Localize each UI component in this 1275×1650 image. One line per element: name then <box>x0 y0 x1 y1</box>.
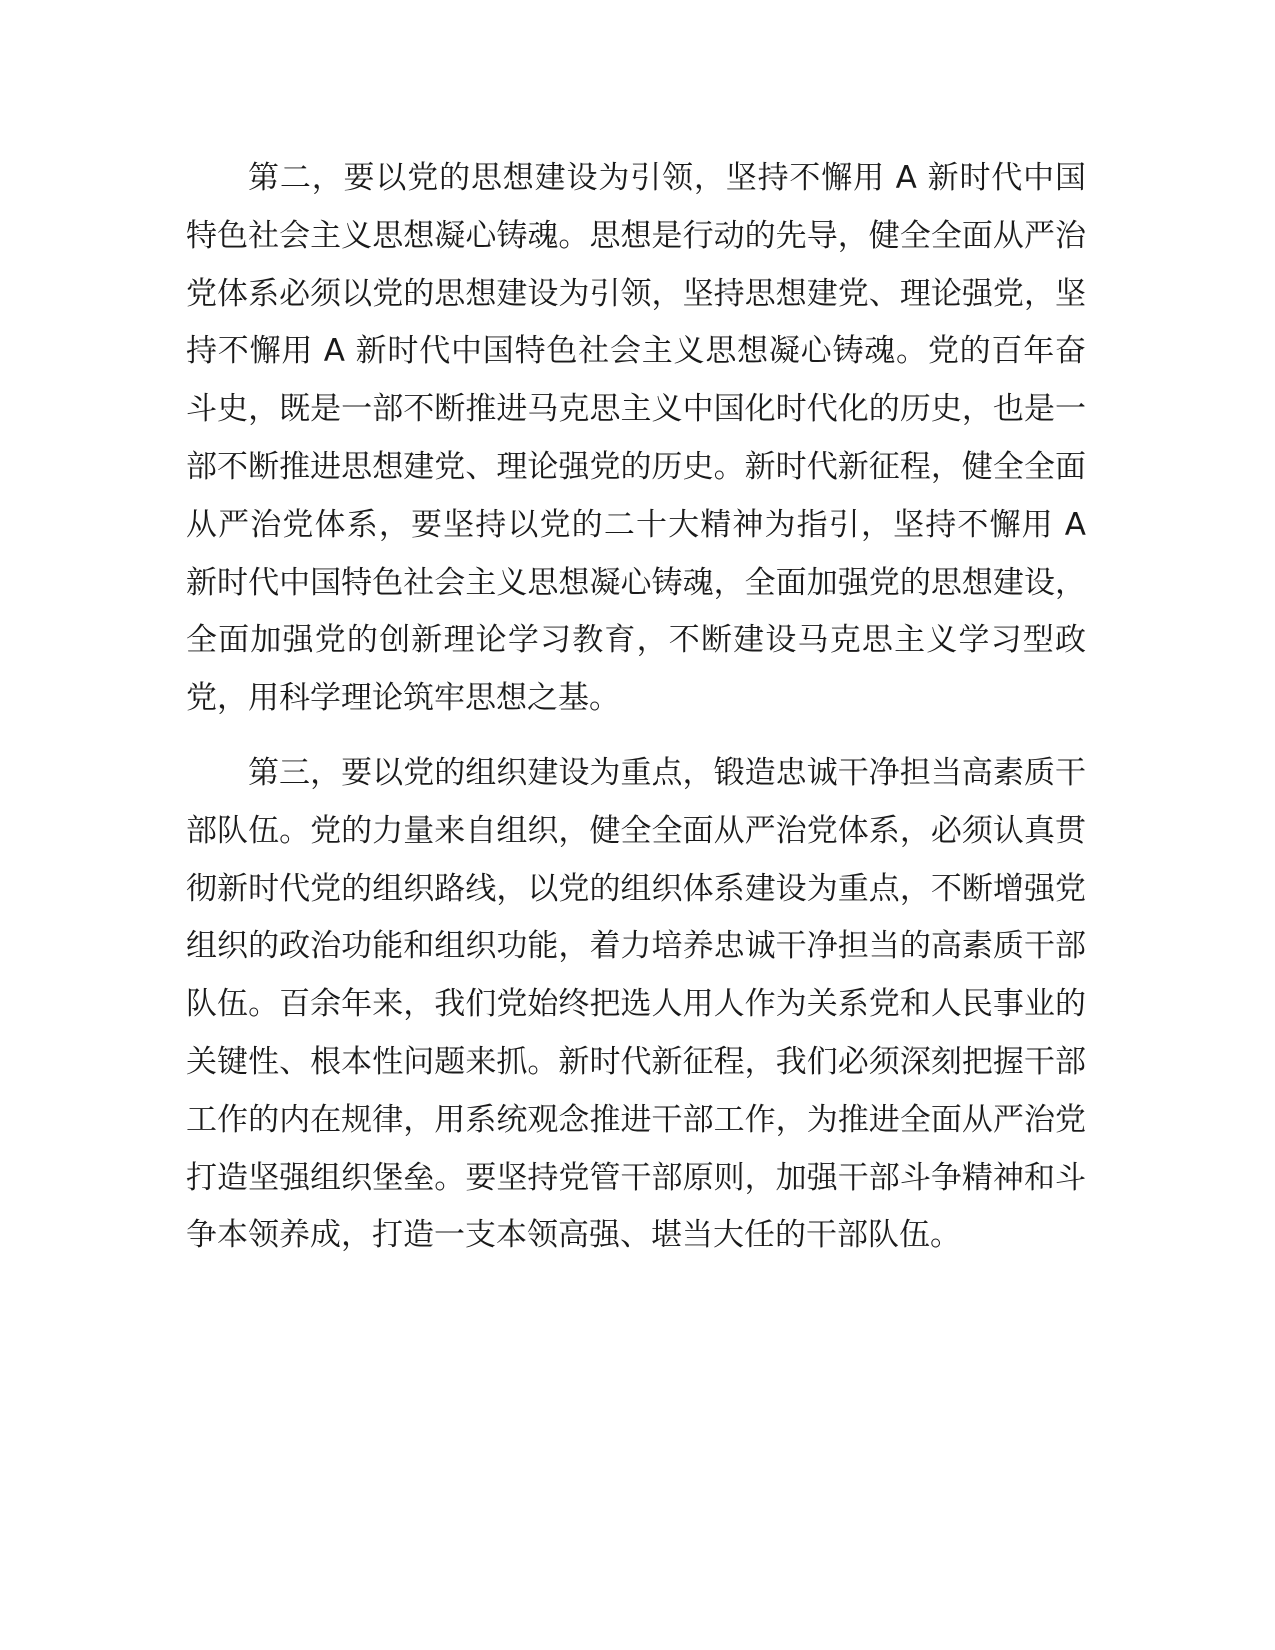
document-body <box>186 150 1086 1265</box>
paragraph-organizational-building: 第三，要以党的组织建设为重点，锻造忠诚干净担当高素质干部队伍。党的力量来自组织，健全全面从严治党体系，必须认真贯彻新时代党的组织路线，以党的组织体系建设为重点，不断增强党组织的政治功能和组织功能，着力培养忠诚干净担当的高素质干部队伍。百余年来，我们党始终把选人用人作为关系党和人民事业的关键性、根本性问题来抓。新时代新征程，我们必须深刻把握干部工作的内在规律，用系统观念推进干部工作，为推进全面从严治党打造坚强组织堡垒。要坚持党管干部原则，加强干部斗争精神和斗争本领养成，打造一支本领高强、堪当大任的干部队伍。 <box>186 754 1086 1254</box>
paragraph-ideological-building: 第二，要以党的思想建设为引领，坚持不懈用 A 新时代中国特色社会主义思想凝心铸魂。思想是行动的先导，健全全面从严治党体系必须以党的思想建设为引领，坚持思想建党、理论强党，坚持不懈用 A 新时代中国特色社会主义思想凝心铸魂。党的百年奋斗史，既是一部不断推进马克思主义中国化时代化的历史，也是一部不断推进思想建党、理论强党的历史。新时代新征程，健全全面从严治党体系，要坚持以党的二十大精神为指引，坚持不懈用 A 新时代中国特色社会主义思想凝心铸魂，全面加强党的思想建设，全面加强党的创新理论学习教育，不断建设马克思主义学习型政党，用科学理论筑牢思想之基。 <box>186 160 1086 717</box>
